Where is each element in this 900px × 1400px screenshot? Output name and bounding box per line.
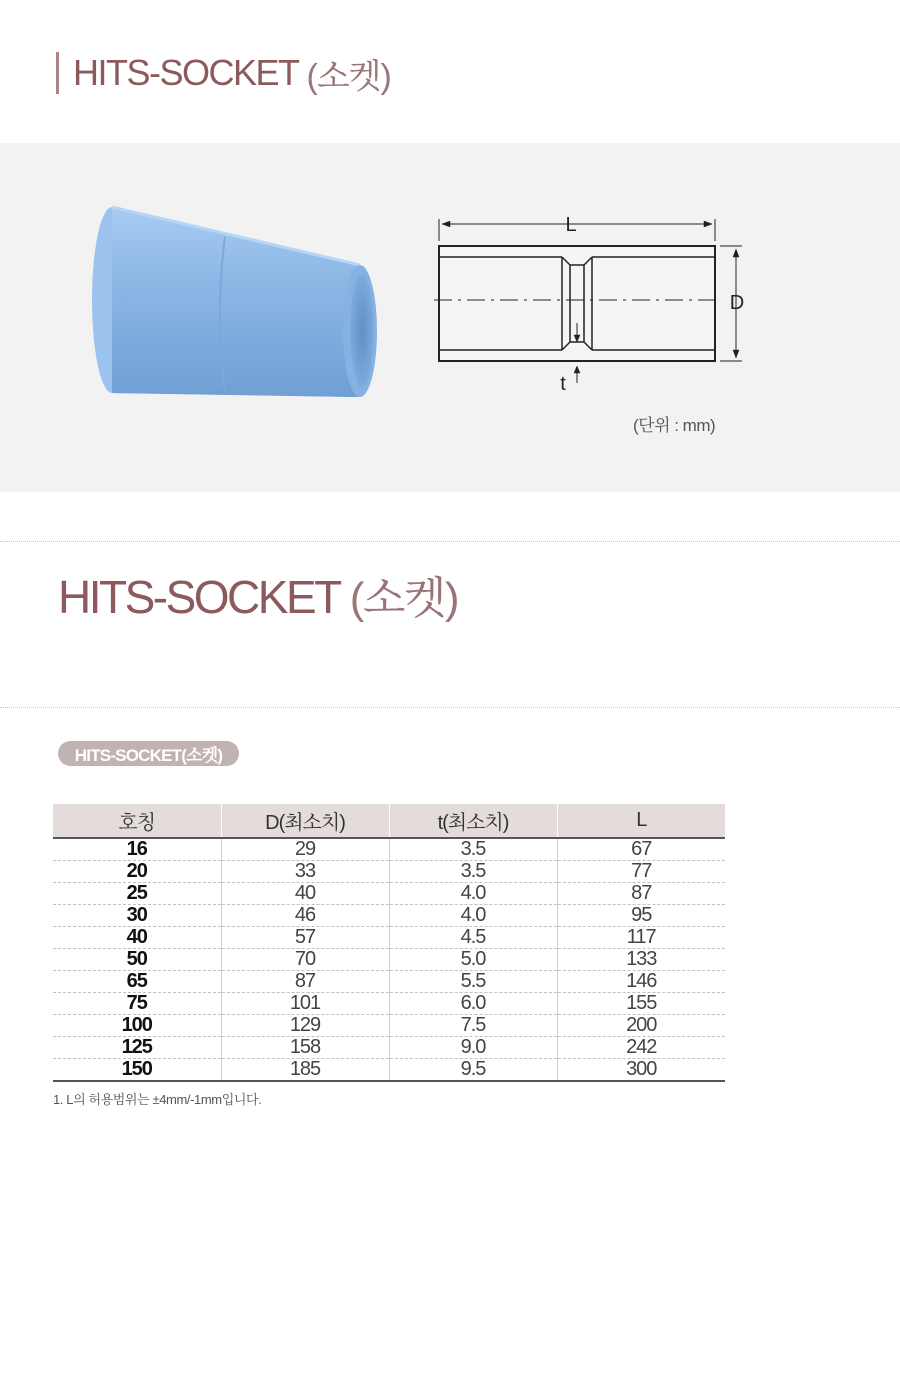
cell-l: 117 <box>557 927 725 949</box>
cell-t: 3.5 <box>389 838 557 861</box>
table-row <box>53 927 725 949</box>
cell-d: 70 <box>221 949 389 971</box>
table-row <box>53 1059 725 1082</box>
cell-nominal: 150 <box>53 1059 221 1082</box>
socket-photo <box>92 207 377 397</box>
cell-nominal: 125 <box>53 1037 221 1059</box>
table-row <box>53 838 725 861</box>
cell-l: 95 <box>557 905 725 927</box>
section-title-main: HITS-SOCKET <box>58 571 340 623</box>
cell-t: 4.0 <box>389 883 557 905</box>
dimension-label-t: t <box>560 373 566 395</box>
spec-table <box>53 804 725 1082</box>
cell-t: 9.0 <box>389 1037 557 1059</box>
cell-l: 242 <box>557 1037 725 1059</box>
cell-t: 5.5 <box>389 971 557 993</box>
header-t-min: t(최소치) <box>389 804 557 838</box>
table-row <box>53 1037 725 1059</box>
unit-label: (단위 : mm) <box>633 416 716 435</box>
cell-l: 87 <box>557 883 725 905</box>
product-illustration <box>0 143 900 492</box>
divider <box>0 707 900 708</box>
section-badge: HITS-SOCKET(소켓) <box>58 741 239 766</box>
cell-nominal: 30 <box>53 905 221 927</box>
table-row <box>53 993 725 1015</box>
cell-l: 300 <box>557 1059 725 1082</box>
page-title-main: HITS-SOCKET <box>73 52 299 93</box>
cell-l: 133 <box>557 949 725 971</box>
cell-t: 4.5 <box>389 927 557 949</box>
divider <box>0 541 900 542</box>
footnote: 1. L의 허용범위는 ±4mm/-1mm입니다. <box>53 1092 262 1107</box>
cell-l: 77 <box>557 861 725 883</box>
cell-nominal: 16 <box>53 838 221 861</box>
cell-l: 155 <box>557 993 725 1015</box>
cell-d: 29 <box>221 838 389 861</box>
cell-d: 40 <box>221 883 389 905</box>
cell-d: 158 <box>221 1037 389 1059</box>
dimension-label-L: L <box>565 214 577 236</box>
section-title <box>58 562 458 626</box>
cell-l: 200 <box>557 1015 725 1037</box>
cell-t: 5.0 <box>389 949 557 971</box>
cell-d: 46 <box>221 905 389 927</box>
header-d-min: D(최소치) <box>221 804 389 838</box>
table-row <box>53 861 725 883</box>
cell-d: 129 <box>221 1015 389 1037</box>
cell-t: 7.5 <box>389 1015 557 1037</box>
cell-t: 9.5 <box>389 1059 557 1082</box>
table-row <box>53 949 725 971</box>
page-title <box>56 52 391 94</box>
table-header-row <box>53 804 725 838</box>
cell-nominal: 40 <box>53 927 221 949</box>
product-diagram-panel <box>0 143 900 492</box>
cell-d: 33 <box>221 861 389 883</box>
cell-l: 67 <box>557 838 725 861</box>
header-nominal: 호칭 <box>53 804 221 838</box>
cell-nominal: 100 <box>53 1015 221 1037</box>
cell-l: 146 <box>557 971 725 993</box>
table-row <box>53 883 725 905</box>
cell-t: 6.0 <box>389 993 557 1015</box>
dimension-label-D: D <box>729 292 745 314</box>
socket-technical-drawing <box>434 219 745 383</box>
section-title-sub: (소켓) <box>349 574 459 623</box>
cell-nominal: 25 <box>53 883 221 905</box>
cell-t: 4.0 <box>389 905 557 927</box>
cell-d: 101 <box>221 993 389 1015</box>
cell-d: 87 <box>221 971 389 993</box>
table-row <box>53 971 725 993</box>
cell-t: 3.5 <box>389 861 557 883</box>
cell-nominal: 20 <box>53 861 221 883</box>
cell-nominal: 65 <box>53 971 221 993</box>
header-l: L <box>557 804 725 838</box>
table-row <box>53 905 725 927</box>
page-title-sub: (소켓) <box>306 57 391 96</box>
table-row <box>53 1015 725 1037</box>
cell-d: 185 <box>221 1059 389 1082</box>
cell-nominal: 50 <box>53 949 221 971</box>
cell-d: 57 <box>221 927 389 949</box>
cell-nominal: 75 <box>53 993 221 1015</box>
